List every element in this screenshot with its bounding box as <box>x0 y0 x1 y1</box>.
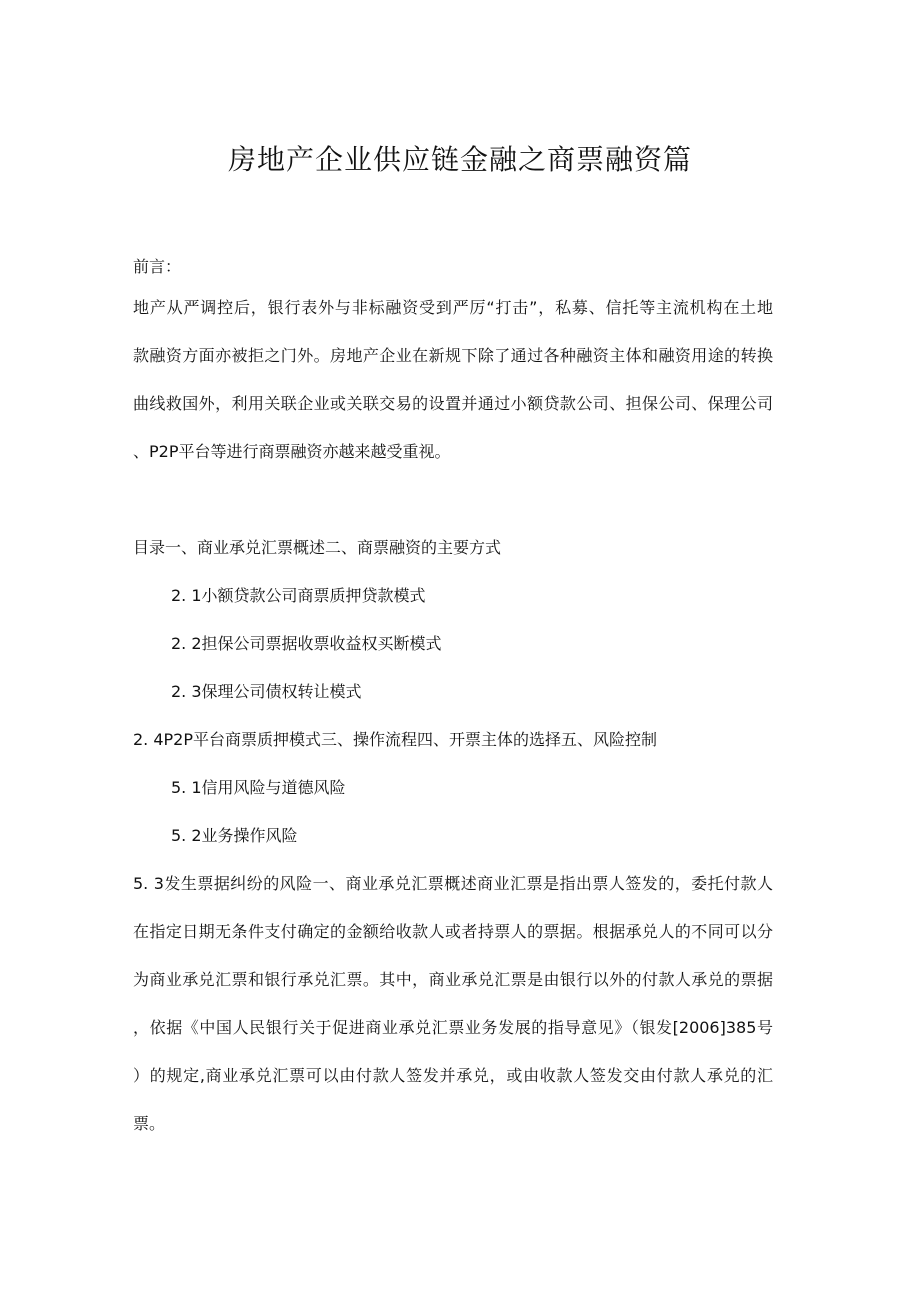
toc-item-2-2: 2. 2担保公司票据收票收益权买断模式 <box>171 634 442 653</box>
preface-line: 款融资方面亦被拒之门外。房地产企业在新规下除了通过各种融资主体和融资用途的转换 <box>133 346 773 365</box>
preface-label: 前言： <box>133 257 182 276</box>
toc-item-2-3: 2. 3保理公司债权转让模式 <box>171 682 362 701</box>
body-line: ，依据《中国人民银行关于促进商业承兑汇票业务发展的指导意见》（银发[2006]385号 <box>133 1018 773 1037</box>
preface-line: 曲线救国外，利用关联企业或关联交易的设置并通过小额贷款公司、担保公司、保理公司 <box>133 394 773 413</box>
toc-item-5-1: 5. 1信用风险与道德风险 <box>171 778 346 797</box>
toc-heading: 目录一、商业承兑汇票概述二、商票融资的主要方式 <box>133 538 502 557</box>
toc-item-2-4: 2. 4P2P平台商票质押模式三、操作流程四、开票主体的选择五、风险控制 <box>133 730 658 749</box>
body-line: 在指定日期无条件支付确定的金额给收款人或者持票人的票据。根据承兑人的不同可以分 <box>133 922 773 941</box>
preface-line: 地产从严调控后，银行表外与非标融资受到严厉“打击”，私募、信托等主流机构在土地 <box>133 298 773 317</box>
toc-item-5-2: 5. 2业务操作风险 <box>171 826 298 845</box>
body-line: 为商业承兑汇票和银行承兑汇票。其中，商业承兑汇票是由银行以外的付款人承兑的票据 <box>133 970 773 989</box>
page-title: 房地产企业供应链金融之商票融资篇 <box>227 143 692 176</box>
preface-line: 、P2P平台等进行商票融资亦越来越受重视。 <box>133 442 451 461</box>
toc-item-2-1: 2. 1小额贷款公司商票质押贷款模式 <box>171 586 426 605</box>
body-line: 5. 3发生票据纠纷的风险一、商业承兑汇票概述商业汇票是指出票人签发的，委托付款人 <box>133 874 773 893</box>
body-line: ）的规定,商业承兑汇票可以由付款人签发并承兑，或由收款人签发交由付款人承兑的汇 <box>133 1066 773 1085</box>
body-line: 票。 <box>133 1114 166 1133</box>
